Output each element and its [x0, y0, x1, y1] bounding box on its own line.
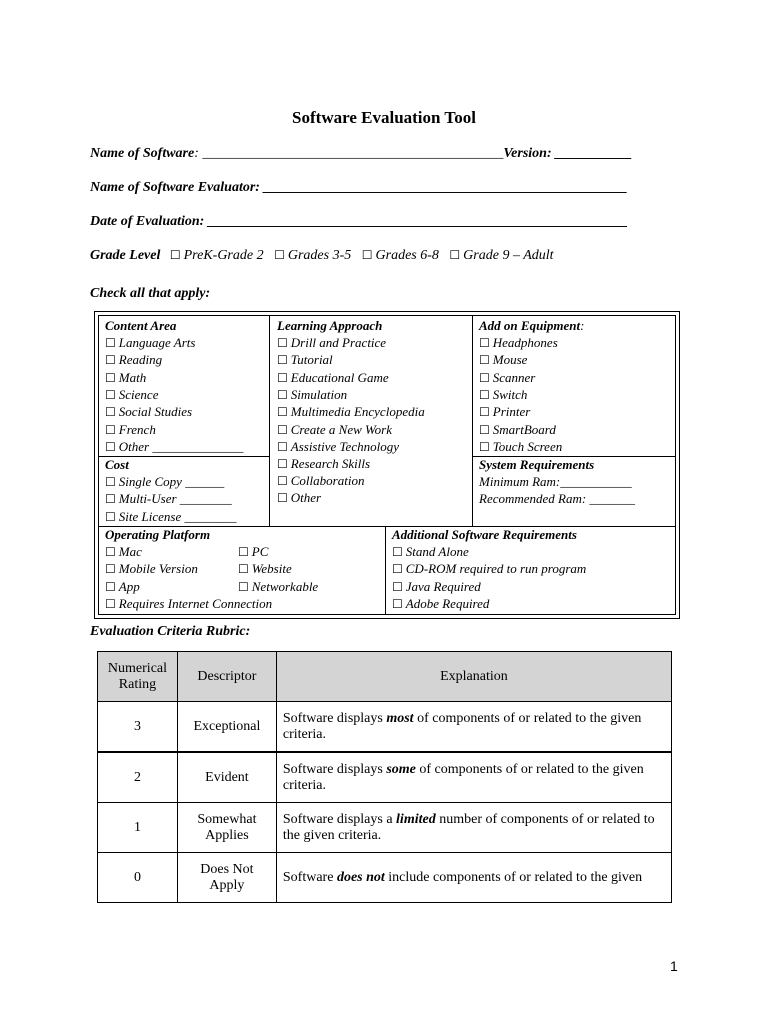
learning-approach-item[interactable]: ☐ Simulation: [277, 387, 348, 402]
platform-item[interactable]: ☐ Website: [238, 561, 292, 576]
explanation-cell: Software displays a limited number of components of or related to the given criteria.: [276, 803, 671, 853]
checkbox-icon[interactable]: ☐: [105, 440, 116, 454]
checkbox-icon[interactable]: ☐: [277, 491, 288, 505]
evaluator-field[interactable]: Name of Software Evaluator: ____________________________________________________: [90, 180, 628, 195]
system-requirements-heading: System Requirements: [479, 457, 595, 472]
column-header-rating: Numerical Rating: [98, 652, 178, 702]
equipment-item[interactable]: ☐ Printer: [479, 404, 531, 419]
content-area-item[interactable]: ☐ Social Studies: [105, 404, 193, 419]
operating-platform-heading: Operating Platform: [105, 527, 211, 542]
equipment-item[interactable]: ☐ Switch: [479, 387, 528, 402]
checkbox-icon[interactable]: ☐: [105, 371, 116, 385]
additional-requirements-heading: Additional Software Requirements: [392, 527, 577, 542]
requirement-item[interactable]: ☐ Adobe Required: [392, 596, 490, 611]
rating-cell: 1: [98, 803, 178, 853]
checkbox-icon[interactable]: ☐: [238, 545, 249, 559]
platform-item[interactable]: ☐ App: [105, 579, 140, 594]
descriptor-cell: Exceptional: [177, 702, 276, 753]
min-ram-field[interactable]: Minimum Ram:___________: [479, 474, 632, 489]
checkbox-icon[interactable]: ☐: [479, 423, 490, 437]
checkbox-icon[interactable]: ☐: [277, 353, 288, 367]
checkbox-icon[interactable]: ☐: [105, 423, 116, 437]
platform-item[interactable]: ☐ Mac: [105, 544, 142, 559]
learning-approach-item[interactable]: ☐ Create a New Work: [277, 422, 392, 437]
checkbox-icon[interactable]: ☐: [105, 580, 116, 594]
checkbox-icon[interactable]: ☐: [479, 388, 490, 402]
learning-approach-item[interactable]: ☐ Multimedia Encyclopedia: [277, 404, 425, 419]
software-name-field[interactable]: [90, 146, 676, 162]
rating-cell: 0: [98, 853, 178, 903]
learning-approach-item[interactable]: ☐ Tutorial: [277, 352, 333, 367]
checkbox-icon[interactable]: ☐: [277, 423, 288, 437]
requirement-item[interactable]: ☐ Java Required: [392, 579, 481, 594]
checkbox-icon[interactable]: ☐: [479, 405, 490, 419]
checkbox-icon[interactable]: ☐: [479, 336, 490, 350]
checkbox-icon[interactable]: ☐: [277, 474, 288, 488]
checkbox-icon[interactable]: ☐: [105, 510, 116, 524]
checkbox-icon[interactable]: ☐: [105, 475, 116, 489]
descriptor-cell: Somewhat Applies: [177, 803, 276, 853]
explanation-cell: Software displays most of components of or related to the given criteria.: [276, 702, 671, 753]
page-title: Software Evaluation Tool: [292, 108, 476, 127]
rating-cell: 3: [98, 702, 178, 753]
learning-approach-heading: Learning Approach: [277, 318, 383, 333]
content-area-item[interactable]: ☐ Reading: [105, 352, 163, 367]
checkbox-icon[interactable]: ☐: [277, 336, 288, 350]
rating-cell: 2: [98, 752, 178, 803]
content-area-item[interactable]: ☐ French: [105, 422, 156, 437]
requirement-item[interactable]: ☐ Stand Alone: [392, 544, 469, 559]
checkbox-icon[interactable]: ☐: [105, 388, 116, 402]
grade-option-6-8[interactable]: ☐ Grades 6-8: [361, 248, 439, 263]
cost-item[interactable]: ☐ Single Copy ______: [105, 474, 225, 489]
cost-heading: Cost: [105, 457, 129, 472]
learning-approach-item[interactable]: ☐ Collaboration: [277, 473, 365, 488]
content-area-item[interactable]: ☐ Language Arts: [105, 335, 196, 350]
learning-approach-item[interactable]: ☐ Research Skills: [277, 456, 371, 471]
checkbox-icon[interactable]: ☐: [105, 562, 116, 576]
learning-approach-item[interactable]: ☐ Other: [277, 490, 322, 505]
checkbox-icon[interactable]: ☐: [277, 405, 288, 419]
learning-approach-item[interactable]: ☐ Drill and Practice: [277, 335, 387, 350]
explanation-cell: Software displays some of components of or related to the given criteria.: [276, 752, 671, 803]
grade-level-label: Grade Level: [90, 248, 161, 263]
checkbox-icon[interactable]: ☐: [169, 248, 181, 262]
platform-item[interactable]: ☐ Networkable: [238, 579, 319, 594]
checkbox-icon[interactable]: ☐: [238, 562, 249, 576]
grade-option-3-5[interactable]: ☐ Grades 3-5: [274, 248, 352, 263]
page-number: 1: [670, 958, 678, 974]
equipment-item[interactable]: ☐ SmartBoard: [479, 422, 556, 437]
software-name-blank[interactable]: : ___________________________________________: [194, 146, 504, 161]
checkbox-icon[interactable]: ☐: [105, 597, 116, 611]
learning-approach-item[interactable]: ☐ Assistive Technology: [277, 439, 399, 454]
checkbox-icon[interactable]: ☐: [361, 248, 373, 262]
equipment-item[interactable]: ☐ Mouse: [479, 352, 528, 367]
checkbox-icon[interactable]: ☐: [479, 353, 490, 367]
descriptor-cell: Does Not Apply: [177, 853, 276, 903]
grade-level-row: [90, 248, 676, 264]
checkbox-icon[interactable]: ☐: [392, 597, 403, 611]
checkbox-icon[interactable]: ☐: [277, 440, 288, 454]
grade-option-prek[interactable]: ☐ PreK-Grade 2: [169, 248, 264, 263]
checkbox-icon[interactable]: ☐: [105, 405, 116, 419]
platform-item[interactable]: ☐ Mobile Version: [105, 561, 198, 576]
add-on-equipment-heading: Add on Equipment:: [479, 318, 585, 333]
checkbox-icon[interactable]: ☐: [274, 248, 285, 262]
checkbox-table: [94, 311, 680, 619]
platform-item[interactable]: ☐ Requires Internet Connection: [105, 596, 273, 611]
table-row: [98, 702, 672, 753]
checkbox-icon[interactable]: ☐: [105, 353, 116, 367]
checkbox-icon[interactable]: ☐: [277, 371, 288, 385]
table-header-row: [98, 652, 672, 702]
equipment-item[interactable]: ☐ Headphones: [479, 335, 558, 350]
checkbox-icon[interactable]: ☐: [105, 545, 116, 559]
grade-option-9-adult[interactable]: ☐ Grade 9 – Adult: [449, 248, 554, 263]
content-area-item[interactable]: ☐ Other ______________: [105, 439, 244, 454]
divider: [269, 316, 270, 526]
requirement-item[interactable]: ☐ CD-ROM required to run program: [392, 561, 587, 576]
cost-item[interactable]: ☐ Site License ________: [105, 509, 237, 524]
rubric-label: Evaluation Criteria Rubric:: [90, 624, 251, 639]
checkbox-icon[interactable]: ☐: [392, 545, 403, 559]
check-all-label: Check all that apply:: [90, 286, 211, 301]
checkbox-icon[interactable]: ☐: [392, 580, 403, 594]
checkbox-icon[interactable]: ☐: [105, 336, 116, 350]
divider: [385, 526, 386, 614]
cost-item[interactable]: ☐ Multi-User ________: [105, 491, 232, 506]
checkbox-icon[interactable]: ☐: [449, 248, 461, 262]
software-name-label: Name of Software: [90, 146, 195, 161]
checkbox-icon[interactable]: ☐: [105, 492, 116, 506]
rubric-table: [97, 651, 672, 903]
checkbox-icon[interactable]: ☐: [479, 371, 490, 385]
content-area-heading: Content Area: [105, 318, 177, 333]
table-row: [98, 853, 672, 903]
checkbox-icon[interactable]: ☐: [238, 580, 249, 594]
column-header-explanation: Explanation: [276, 652, 671, 702]
table-row: [98, 752, 672, 803]
checkbox-icon[interactable]: ☐: [479, 440, 490, 454]
version-field[interactable]: Version: ___________: [503, 146, 633, 161]
descriptor-cell: Evident: [177, 752, 276, 803]
explanation-cell: Software does not include components of or related to the given: [276, 853, 671, 903]
rec-ram-field[interactable]: Recommended Ram: _______: [479, 491, 635, 506]
divider: [472, 316, 473, 526]
learning-approach-item[interactable]: ☐ Educational Game: [277, 370, 389, 385]
checkbox-icon[interactable]: ☐: [277, 457, 288, 471]
column-header-descriptor: Descriptor: [177, 652, 276, 702]
table-row: [98, 803, 672, 853]
content-area-item[interactable]: ☐ Science: [105, 387, 159, 402]
date-field[interactable]: Date of Evaluation: ____________________________________________________________: [90, 214, 628, 229]
content-area-item[interactable]: ☐ Math: [105, 370, 147, 385]
checkbox-icon[interactable]: ☐: [277, 388, 288, 402]
checkbox-icon[interactable]: ☐: [392, 562, 403, 576]
platform-item[interactable]: ☐ PC: [238, 544, 269, 559]
equipment-item[interactable]: ☐ Touch Screen: [479, 439, 563, 454]
equipment-item[interactable]: ☐ Scanner: [479, 370, 536, 385]
